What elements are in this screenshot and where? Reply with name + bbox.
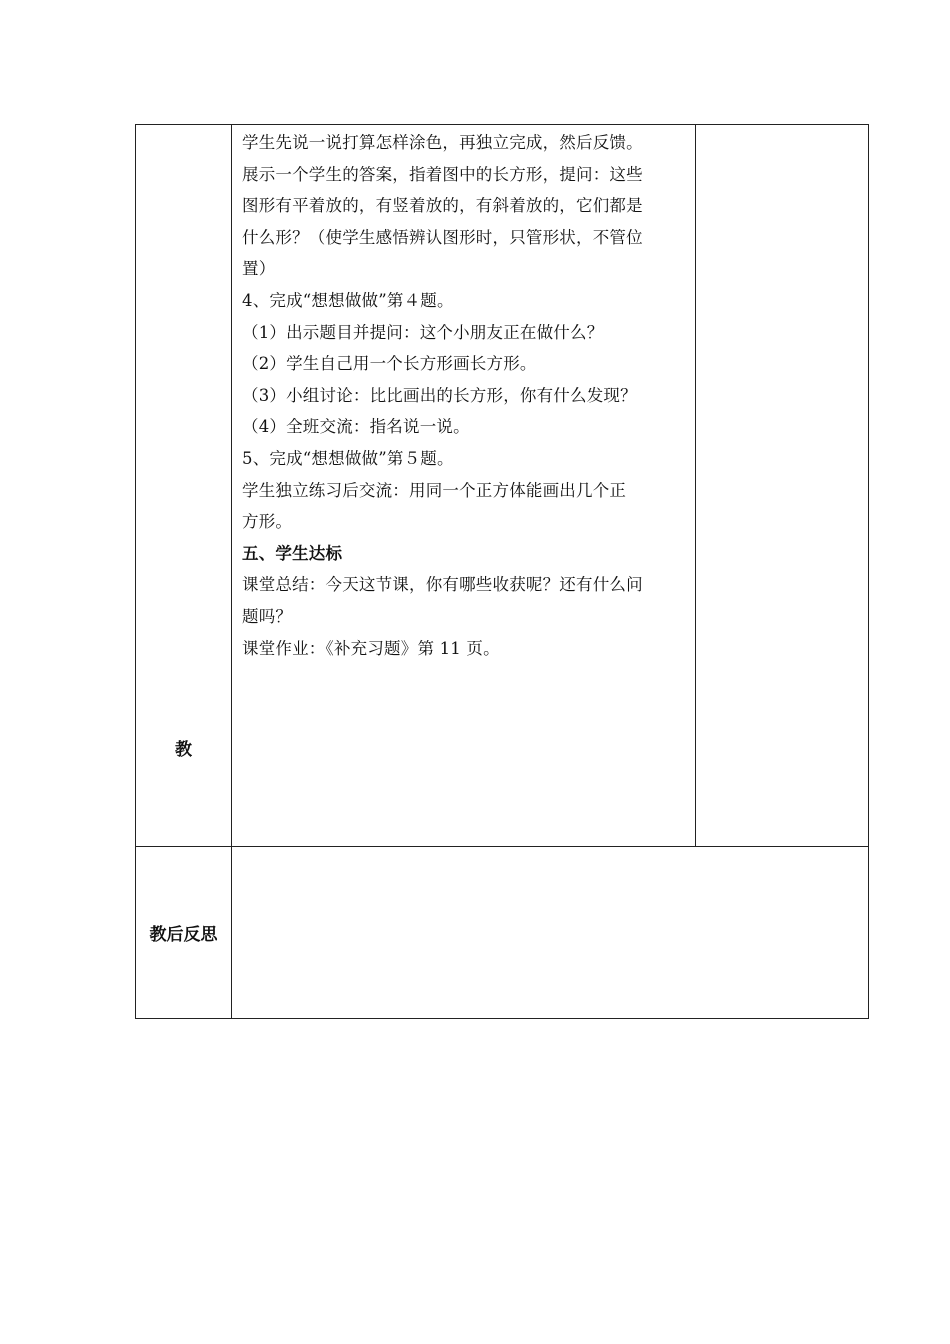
reflection-label: 教后反思 (149, 925, 218, 945)
teaching-label-cell (136, 125, 232, 847)
content-line: 课堂作业：《补充习题》第 11 页。 (242, 638, 500, 658)
teaching-content-cell (232, 125, 696, 847)
content-line: 什么形？（使学生感悟辨认图形时，只管形状，不管位 (242, 227, 643, 247)
content-line: 展示一个学生的答案，指着图中的长方形，提问：这些 (242, 164, 643, 184)
reflection-row (136, 847, 869, 1019)
content-line: 课堂总结：今天这节课，你有哪些收获呢？还有什么问 (242, 575, 643, 595)
notes-cell (696, 125, 869, 847)
content-line: （1）出示题目并提问：这个小朋友正在做什么？ (242, 322, 604, 342)
reflection-content-cell (232, 847, 869, 1019)
lesson-plan-table (135, 124, 869, 1019)
teaching-label: 教 (175, 740, 192, 760)
reflection-label-cell (136, 847, 232, 1019)
content-line: 5、完成“想想做做”第５题。 (242, 448, 454, 468)
content-line: 学生先说一说打算怎样涂色，再独立完成，然后反馈。 (242, 133, 643, 152)
teaching-row (136, 125, 869, 847)
content-line: 学生独立练习后交流：用同一个正方体能画出几个正 (242, 480, 627, 500)
teaching-content (232, 125, 695, 664)
content-line: 方形。 (242, 512, 293, 532)
content-line: （4）全班交流：指名说一说。 (242, 417, 470, 437)
content-line: 置） (242, 259, 276, 279)
content-line: 题吗？ (242, 606, 293, 626)
content-line: （2）学生自己用一个长方形画长方形。 (242, 354, 537, 374)
section-heading: 五、学生达标 (242, 543, 343, 563)
content-line: （3）小组讨论：比比画出的长方形，你有什么发现？ (242, 385, 637, 405)
content-line: 4、完成“想想做做”第４题。 (242, 290, 454, 310)
content-line: 图形有平着放的，有竖着放的，有斜着放的，它们都是 (242, 196, 643, 216)
